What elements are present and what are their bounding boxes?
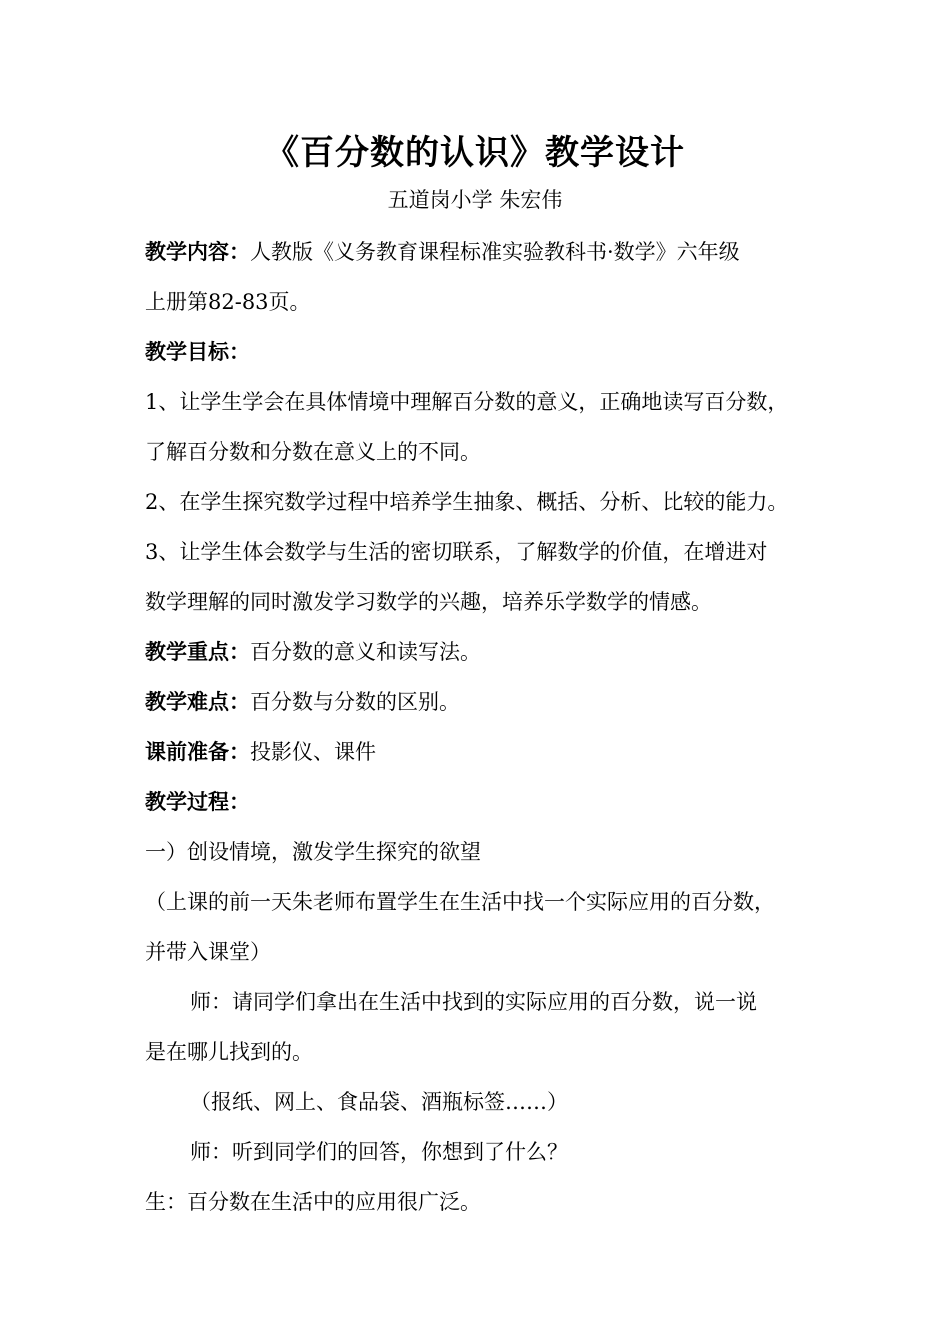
goal-3-line-2: 数学理解的同时激发学习数学的兴趣，培养乐学数学的情感。: [145, 590, 712, 614]
key-point-line: [145, 635, 845, 669]
process-note-line-2: 并带入课堂）: [145, 940, 271, 964]
document-title: 《百分数的认识》教学设计: [265, 133, 685, 173]
goal-1-line-1: 1、让学生学会在具体情境中理解百分数的意义，正确地读写百分数，: [145, 390, 789, 414]
goal-2: 2、在学生探究数学过程中培养学生抽象、概括、分析、比较的能力。: [145, 490, 789, 514]
student-response: 生：百分数在生活中的应用很广泛。: [145, 1190, 481, 1214]
preparation-label: 课前准备：: [145, 739, 250, 764]
preparation-text: 投影仪、课件: [250, 740, 376, 764]
teaching-content-text: 人教版《义务教育课程标准实验教科书·数学》六年级: [250, 240, 740, 264]
difficulty-line: [145, 685, 845, 719]
teaching-content-text-cont: 上册第82-83页。: [145, 290, 311, 314]
difficulty-text: 百分数与分数的区别。: [250, 690, 460, 714]
teaching-content-line: [145, 235, 845, 269]
student-answers: （报纸、网上、食品袋、酒瓶标签……）: [190, 1090, 568, 1114]
process-section-1-heading: 一）创设情境，激发学生探究的欲望: [145, 840, 481, 864]
key-point-text: 百分数的意义和读写法。: [250, 640, 481, 664]
goal-1-line-2: 了解百分数和分数在意义上的不同。: [145, 440, 481, 464]
preparation-line: [145, 735, 845, 769]
teaching-content-label: 教学内容：: [145, 239, 250, 264]
difficulty-label: 教学难点：: [145, 689, 250, 714]
goal-3-line-1: 3、让学生体会数学与生活的密切联系，了解数学的价值，在增进对: [145, 540, 768, 564]
teacher-prompt-1-line-1: 师：请同学们拿出在生活中找到的实际应用的百分数，说一说: [190, 990, 757, 1014]
teacher-prompt-2: 师：听到同学们的回答，你想到了什么？: [190, 1140, 568, 1164]
document-author: 五道岗小学 朱宏伟: [387, 188, 563, 212]
key-point-label: 教学重点：: [145, 639, 250, 664]
teacher-prompt-1-line-2: 是在哪儿找到的。: [145, 1040, 313, 1064]
teaching-process-label: 教学过程：: [145, 789, 250, 814]
teaching-goals-label: 教学目标：: [145, 339, 250, 364]
process-note-line-1: （上课的前一天朱老师布置学生在生活中找一个实际应用的百分数，: [145, 890, 775, 914]
